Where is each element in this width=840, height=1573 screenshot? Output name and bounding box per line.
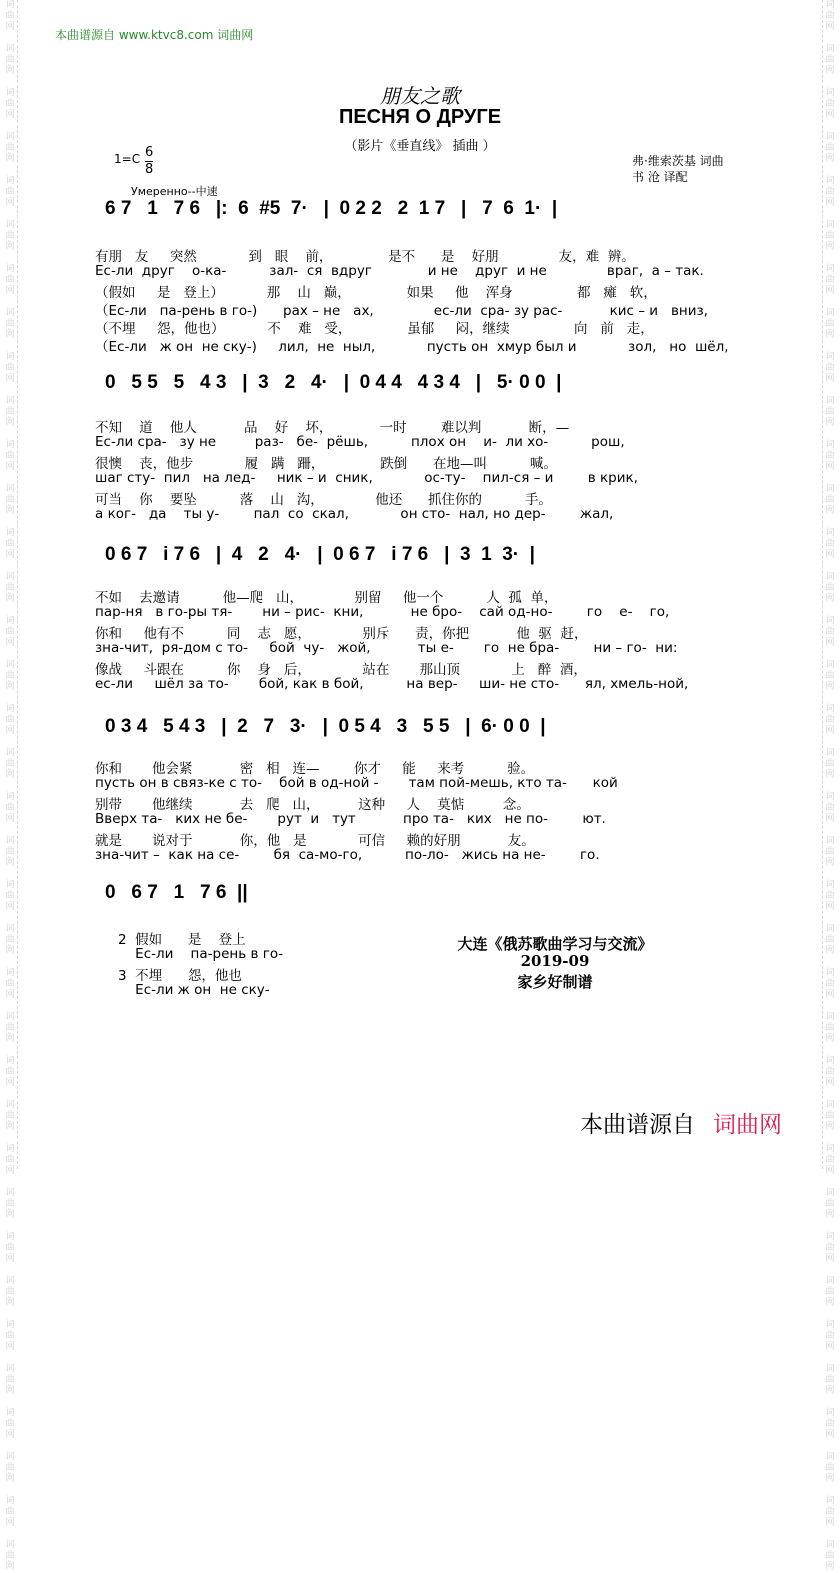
lyric-line: 3 不埋 怨，他也	[118, 968, 242, 984]
notation-line-1: 6 7 1 7 6 |: 6 #5 7· | 0 2 2 2 1 7 | 7 6 1· |	[105, 198, 558, 219]
lyric-line: Вверх та- ких не бе- рут и тут про та- ких не по- ют.	[95, 811, 606, 827]
lyric-line: Ес-ли сра- зу не раз- бе- рёшь, плох он и- ли хо- рош,	[95, 434, 625, 450]
lyric-line: Ес-ли па-рень в го-	[118, 946, 283, 962]
footer-text: 本曲谱源自	[580, 1112, 695, 1138]
time-top: 6	[145, 145, 154, 160]
lyric-line: （Ес-ли па-рень в го-) рах – не ах, ес-ли сра- зу рас- кис – и вниз,	[95, 303, 708, 319]
lyric-line: пар-ня в го-ры тя- ни – рис- кни, не бро- сай од-но- го е- го,	[95, 604, 670, 620]
lyric-line: 就是 说对于 你，他 是 可信 赖的好朋 友。	[95, 833, 535, 849]
lyric-line: 2 假如 是 登上	[118, 932, 246, 948]
key-signature: 1=C	[114, 152, 141, 166]
lyric-line: зна-чит, ря-дом с то- бой чу- жой, ты е- го не бра- ни – го- ни:	[95, 640, 678, 656]
subtitle: （影片《垂直线》 插曲 ）	[344, 139, 496, 154]
lyric-line: （假如 是 登上） 那 山 巅， 如果 他 浑身 都 瘫 软，	[95, 285, 657, 301]
footer-source	[580, 1106, 782, 1139]
tempo-marking: Умеренно--中速	[131, 185, 218, 198]
lyric-line: 别带 他继续 去 爬 山， 这种 人 莫惦 念。	[95, 797, 530, 813]
lyric-line: 不知 道 他人 品 好 坏， 一时 难以判 断，—	[95, 420, 570, 436]
notation-line-3: 0 6 7 i 7 6 | 4 2 4· | 0 6 7 i 7 6 | 3 1 3· |	[105, 544, 535, 565]
lyric-line: Ес-ли друг о-ка- зал- ся вдруг и не друг и не враг, а – так.	[95, 263, 704, 279]
title-russian: ПЕСНЯ О ДРУГЕ	[338, 106, 502, 128]
title-chinese: 朋友之歌	[380, 84, 460, 108]
notation-line-2: 0 5 5 5 4 3 | 3 2 4· | 0 4 4 4 3 4 | 5· 0 0 |	[105, 372, 562, 393]
lyric-line: 有朋 友 突然 到 眼 前， 是不 是 好朋 友，难 辨。	[95, 249, 635, 265]
time-signature	[145, 145, 153, 178]
arranger-line-3: 家乡好制谱	[517, 973, 593, 991]
time-bottom: 8	[145, 162, 154, 177]
lyric-line: зна-чит – как на се- бя са-мо-го, по-ло- жись на не- го.	[95, 847, 600, 863]
notation-line-5: 0 6 7 1 7 6 ||	[105, 882, 248, 903]
lyric-line: 你和 他有不 同 志 愿， 别斥 责，你把 他 驱 赶，	[95, 626, 588, 642]
credit-translation: 书 沧 译配	[632, 170, 688, 184]
lyric-line: 很懊 丧，他步 履 蹒 跚， 跌倒 在地—叫 喊。	[95, 456, 557, 472]
lyric-line: 你和 他会紧 密 相 连— 你才 能 来考 验。	[95, 761, 535, 777]
lyric-line: （不埋 怨，他也） 不 难 受， 虽郁 闷，继续 向 前 走，	[95, 321, 654, 337]
credit-lyrics-music: 弗·维索茨基 词曲	[632, 154, 724, 168]
notation-line-4: 0 3 4 5 4 3 | 2 7 3· | 0 5 4 3 5 5 | 6· 0 0 |	[105, 716, 546, 737]
footer-site: 词曲网	[713, 1112, 782, 1138]
lyric-line: 像战 斗跟在 你 身 后， 站在 那山顶 上 醉 酒，	[95, 662, 587, 678]
arranger-line-2: 2019-09	[520, 952, 590, 970]
lyric-line: ес-ли шёл за то- бой, как в бой, на вер- ши- не сто- ял, хмель-ной,	[95, 676, 689, 692]
side-watermark-right: 词 曲 网 词 曲 网 词 曲 网 词 曲 网 词 曲 网 词 曲 网 词 曲 网 词 曲 网 词 曲 网 词 曲 网 词 曲 网 词 曲 网 词 曲 网 词 曲 网 词 曲 网 词 曲 网 词 曲 网 词 曲 网 词 曲 网 词 曲 网 词 曲 网 词 曲 网 词 曲 网 词 曲 网 词 曲 网 词 曲 网 词 曲 网 词 曲 网 词 曲 网 词 曲 网 词 曲 网 词 曲 网 词 曲 网 词 曲 网 词 曲 网 词 曲 网	[822, 0, 837, 1169]
lyric-line: （Ес-ли ж он не ску-) лил, не ныл, пусть он хмур был и зол, но шёл,	[95, 339, 729, 355]
lyric-line: 可当 你 要坠 落 山 沟， 他还 抓住你的 手。	[95, 492, 552, 508]
lyric-line: Ес-ли ж он не ску-	[118, 982, 270, 998]
lyric-line: шаг сту- пил на лед- ник – и сник, ос-ту- пил-ся – и в крик,	[95, 470, 638, 486]
side-watermark-left: 词 曲 网 词 曲 网 词 曲 网 词 曲 网 词 曲 网 词 曲 网 词 曲 网 词 曲 网 词 曲 网 词 曲 网 词 曲 网 词 曲 网 词 曲 网 词 曲 网 词 曲 网 词 曲 网 词 曲 网 词 曲 网 词 曲 网 词 曲 网 词 曲 网 词 曲 网 词 曲 网 词 曲 网 词 曲 网 词 曲 网 词 曲 网 词 曲 网 词 曲 网 词 曲 网 词 曲 网 词 曲 网 词 曲 网 词 曲 网 词 曲 网 词 曲 网	[3, 0, 18, 1169]
lyric-line: пусть он в связ-ке с то- бой в од-ной - там пой-мешь, кто та- кой	[95, 775, 618, 791]
lyric-line: 不如 去邀请 他—爬 山， 别留 他一个 人 孤 单，	[95, 590, 558, 606]
source-header: 本曲谱源自 www.ktvc8.com 词曲网	[55, 28, 254, 42]
arranger-line-1: 大连《俄苏歌曲学习与交流》	[457, 935, 653, 953]
lyric-line: а ког- да ты у- пал со скал, он сто- нал, но дер- жал,	[95, 506, 614, 522]
